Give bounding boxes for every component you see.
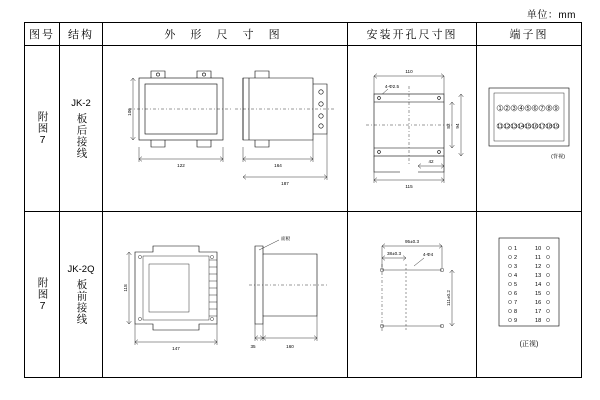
row2-terminal-drawing (477, 212, 581, 375)
terminal-label: 16 (535, 300, 542, 306)
terminal-label: 16 (531, 124, 539, 130)
row2-terminal-view-label: (正视) (519, 341, 539, 348)
terminal-label: 1 (498, 106, 502, 112)
terminal-label: 5 (514, 282, 518, 288)
terminal-label: 13 (535, 273, 542, 279)
terminal-label: 17 (535, 309, 542, 315)
terminal-label: 9 (554, 106, 558, 112)
table-row (25, 46, 582, 212)
table-row (25, 212, 582, 378)
specification-table (24, 22, 582, 378)
unit-note: 单位：mm (526, 10, 576, 21)
row1-outline-dim-187: 187 (281, 181, 289, 186)
terminal-label: 14 (517, 124, 525, 130)
row1-terminal-view-label: (背视) (551, 154, 565, 160)
header-outline-dimensions: 外 形 尺 寸 图 (103, 23, 348, 46)
table-header-row (25, 23, 582, 46)
row2-mounting-drawing (348, 212, 476, 375)
terminal-label: 6 (514, 291, 518, 297)
row1-outline-dim-164: 164 (274, 163, 282, 168)
header-terminal-diagram: 端子图 (477, 23, 582, 46)
header-mounting-hole-dimensions: 安装开孔尺寸图 (348, 23, 477, 46)
row2-outline-note: 面板 (281, 236, 291, 241)
terminal-label: 4 (519, 106, 523, 112)
row1-terminal-cell (477, 46, 582, 212)
row1-terminal-drawing (477, 46, 581, 209)
row2-structure-cell (60, 212, 103, 378)
terminal-label: 18 (545, 124, 553, 130)
terminal-label: 9 (514, 318, 518, 324)
terminal-label: 8 (547, 106, 551, 112)
row1-mount-dim-4phi25: 4-Φ2.5 (384, 84, 400, 89)
row1-mount-dim-115: 115 (405, 184, 413, 189)
row2-drawing-no: 附图7 (36, 276, 49, 313)
header-drawing-no: 图号 (25, 23, 60, 46)
terminal-row-top (497, 105, 559, 112)
terminal-label: 11 (497, 124, 503, 130)
row2-outline-dim-35: 35 (250, 344, 256, 349)
row2-mount-dim-38: 38±0.3 (386, 251, 402, 256)
row1-mount-dim-110: 110 (405, 69, 413, 74)
row2-mounting-cell (348, 212, 477, 378)
terminal-label: 1 (514, 246, 518, 252)
terminal-label: 2 (514, 255, 518, 261)
terminal-label: 17 (538, 124, 546, 130)
row2-outline-cell (103, 212, 348, 378)
row1-outline-cell (103, 46, 348, 212)
row1-mount-dim-94: 94 (455, 123, 460, 129)
row1-mounting-drawing (348, 46, 476, 209)
row1-outline-drawing (103, 46, 347, 209)
terminal-label: 15 (535, 291, 542, 297)
terminal-label: 12 (503, 124, 511, 130)
row2-mount-dim-95: 95±0.3 (404, 239, 420, 244)
terminal-label: 3 (514, 264, 518, 270)
terminal-row-bottom (497, 123, 559, 130)
terminal-label: 13 (510, 124, 518, 130)
row1-outline-dim-122: 122 (177, 163, 185, 168)
terminal-label: 3 (512, 106, 516, 112)
row1-outline-dim-106: 106 (127, 108, 132, 116)
row2-mount-dim-111: 111±0.2 (446, 290, 451, 306)
terminal-label: 19 (552, 124, 560, 130)
row2-structure-text: 板前接线 (75, 279, 88, 325)
terminal-label: 2 (505, 106, 509, 112)
terminal-label: 4 (514, 273, 518, 279)
row1-structure-model: JK-2 (71, 98, 91, 109)
row2-structure-model: JK-2Q (67, 264, 95, 275)
terminal-label: 11 (535, 255, 541, 261)
row2-outline-dim-147: 147 (172, 346, 180, 351)
row1-mount-dim-42: 42 (428, 159, 434, 164)
row2-outline-dim-160: 160 (286, 344, 294, 349)
terminal-label: 5 (526, 106, 530, 112)
terminal-label: 14 (535, 282, 542, 288)
row1-mounting-cell (348, 46, 477, 212)
terminal-label: 15 (524, 124, 532, 130)
row2-mount-dim-4phi4: 4-Φ4 (422, 252, 434, 257)
terminal-label: 8 (514, 309, 518, 315)
row2-terminal-cell (477, 212, 582, 378)
row1-drawing-no: 附图7 (36, 110, 49, 147)
row2-outline-dim-118: 118 (123, 284, 128, 292)
terminal-label: 7 (514, 300, 518, 306)
header-structure: 结构 (60, 23, 103, 46)
terminal-label: 10 (535, 246, 542, 252)
terminal-label: 7 (540, 106, 544, 112)
row1-structure-cell (60, 46, 103, 212)
row2-outline-drawing (103, 212, 347, 375)
terminal-label: 6 (533, 106, 537, 112)
row1-mount-dim-82: 82 (446, 123, 451, 129)
terminal-label: 12 (535, 264, 542, 270)
row1-structure-text: 板后接线 (75, 113, 88, 159)
row1-drawing-no-cell (25, 46, 60, 212)
terminal-label: 18 (535, 318, 542, 324)
row2-drawing-no-cell (25, 212, 60, 378)
